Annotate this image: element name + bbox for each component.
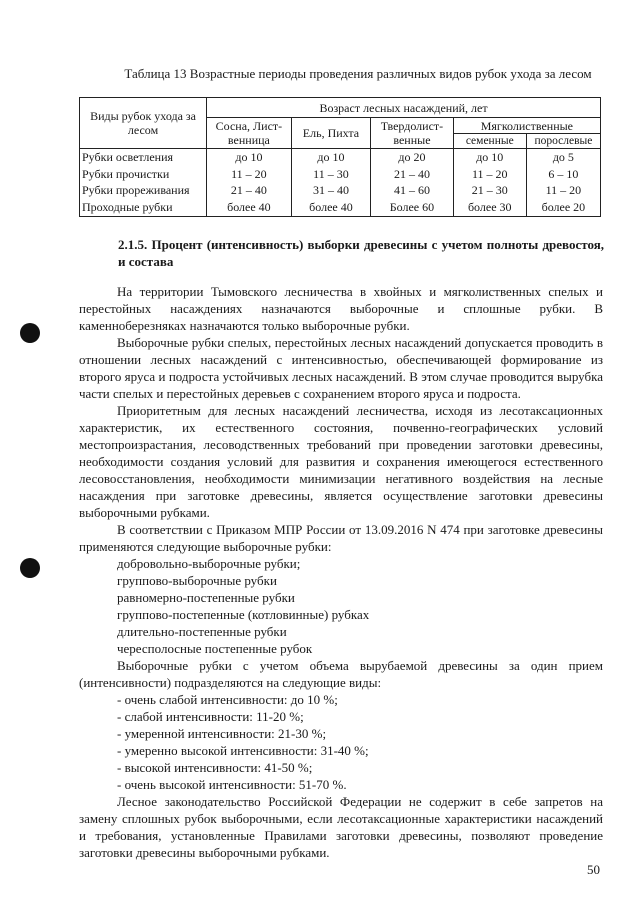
header-hardwood: Твердолист-венные xyxy=(371,118,454,149)
list-item: - очень высокой интенсивности: 51-70 %. xyxy=(117,777,347,792)
age-periods-table xyxy=(79,97,601,217)
section-heading: 2.1.5. Процент (интенсивность) выборки древесины с учетом полноты древостоя, и состава xyxy=(118,237,604,269)
page-number: 50 xyxy=(587,862,600,877)
paragraph: Выборочные рубки спелых, перестойных лесных насаждений допускается проводить в отношении лесных насаждений с интенсивностью, обеспечивающей формирование из второго яруса и подроста устойчивых лесных насаждений. В этом случае проводится вырубка части спелых и перестойных деревьев с сохранением второго яруса и подроста. xyxy=(79,335,603,401)
list-item: группово-выборочные рубки xyxy=(117,573,277,588)
punch-hole-mark xyxy=(20,323,40,343)
paragraph: На территории Тымовского лесничества в хвойных и мягколиственных спелых и перестойных насаждениях назначаются выборочные и сплошные рубки. В каменноберезняках назначаются только выборочные рубки. xyxy=(79,284,603,333)
header-spruce-fir: Ель, Пихта xyxy=(291,118,370,149)
table-row: Рубки прочистки 11 – 20 11 – 30 21 – 40 11 – 20 6 – 10 xyxy=(80,166,601,183)
list-item: группово-постепенные (котловинные) рубках xyxy=(117,607,370,622)
header-age-group: Возраст лесных насаждений, лет xyxy=(207,98,601,118)
header-pine-larch: Сосна, Лист-венница xyxy=(207,118,292,149)
table-row: Рубки осветления до 10 до 10 до 20 до 10 до 5 xyxy=(80,149,601,166)
punch-hole-mark xyxy=(20,558,40,578)
list-item: - высокой интенсивности: 41-50 %; xyxy=(117,760,313,775)
header-softwood: Мягколиственные xyxy=(453,118,600,134)
list-item: - умеренной интенсивности: 21-30 %; xyxy=(117,726,327,741)
paragraph: Лесное законодательство Российской Федерации не содержит в себе запретов на замену сплошных рубок выборочными, если лесотаксационные характеристики насаждений и требования, установленные Правилами заготовки древесины, позволяют проведение заготовки древесины выборочными рубками. xyxy=(79,794,603,860)
list-item: чересполосные постепенные рубок xyxy=(117,641,313,656)
paragraph: Выборочные рубки с учетом объема вырубаемой древесины за один прием (интенсивности) подразделяются на следующие виды: xyxy=(79,658,603,690)
table-row: Проходные рубки более 40 более 40 Более 60 более 30 более 20 xyxy=(80,199,601,216)
header-seed-origin: семенные xyxy=(453,134,526,149)
table-row: Рубки прореживания 21 – 40 31 – 40 41 – 60 21 – 30 11 – 20 xyxy=(80,182,601,199)
list-item: - умеренно высокой интенсивности: 31-40 %; xyxy=(117,743,369,758)
list-item: длительно-постепенные рубки xyxy=(117,624,287,639)
list-item: равномерно-постепенные рубки xyxy=(117,590,295,605)
header-cut-types: Виды рубок ухода за лесом xyxy=(80,98,207,149)
paragraph: Приоритетным для лесных насаждений лесничества, исходя из лесотаксационных характеристик, их естественного состояния, почвенно-географических условий местопроизрастания, лесоводственных требований при проведении заготовки древесины, необходимости создания условий для развития и сохранения имеющегося естественного лесовосстановления, необходимости минимизации негативного воздействия на лесные насаждения при заготовке древесины, является осуществление заготовки древесины выборочными рубками. xyxy=(79,403,603,520)
paragraph: В соответствии с Приказом МПР России от 13.09.2016 N 474 при заготовке древесины применяются следующие выборочные рубки: xyxy=(79,522,603,554)
table-caption: Таблица 13 Возрастные периоды проведения различных видов рубок ухода за лесом xyxy=(124,66,592,81)
body-text xyxy=(79,283,603,861)
list-item: добровольно-выборочные рубки; xyxy=(117,556,301,571)
list-item: - слабой интенсивности: 11-20 %; xyxy=(117,709,304,724)
header-coppice-origin: порослевые xyxy=(526,134,600,149)
list-item: - очень слабой интенсивности: до 10 %; xyxy=(117,692,338,707)
